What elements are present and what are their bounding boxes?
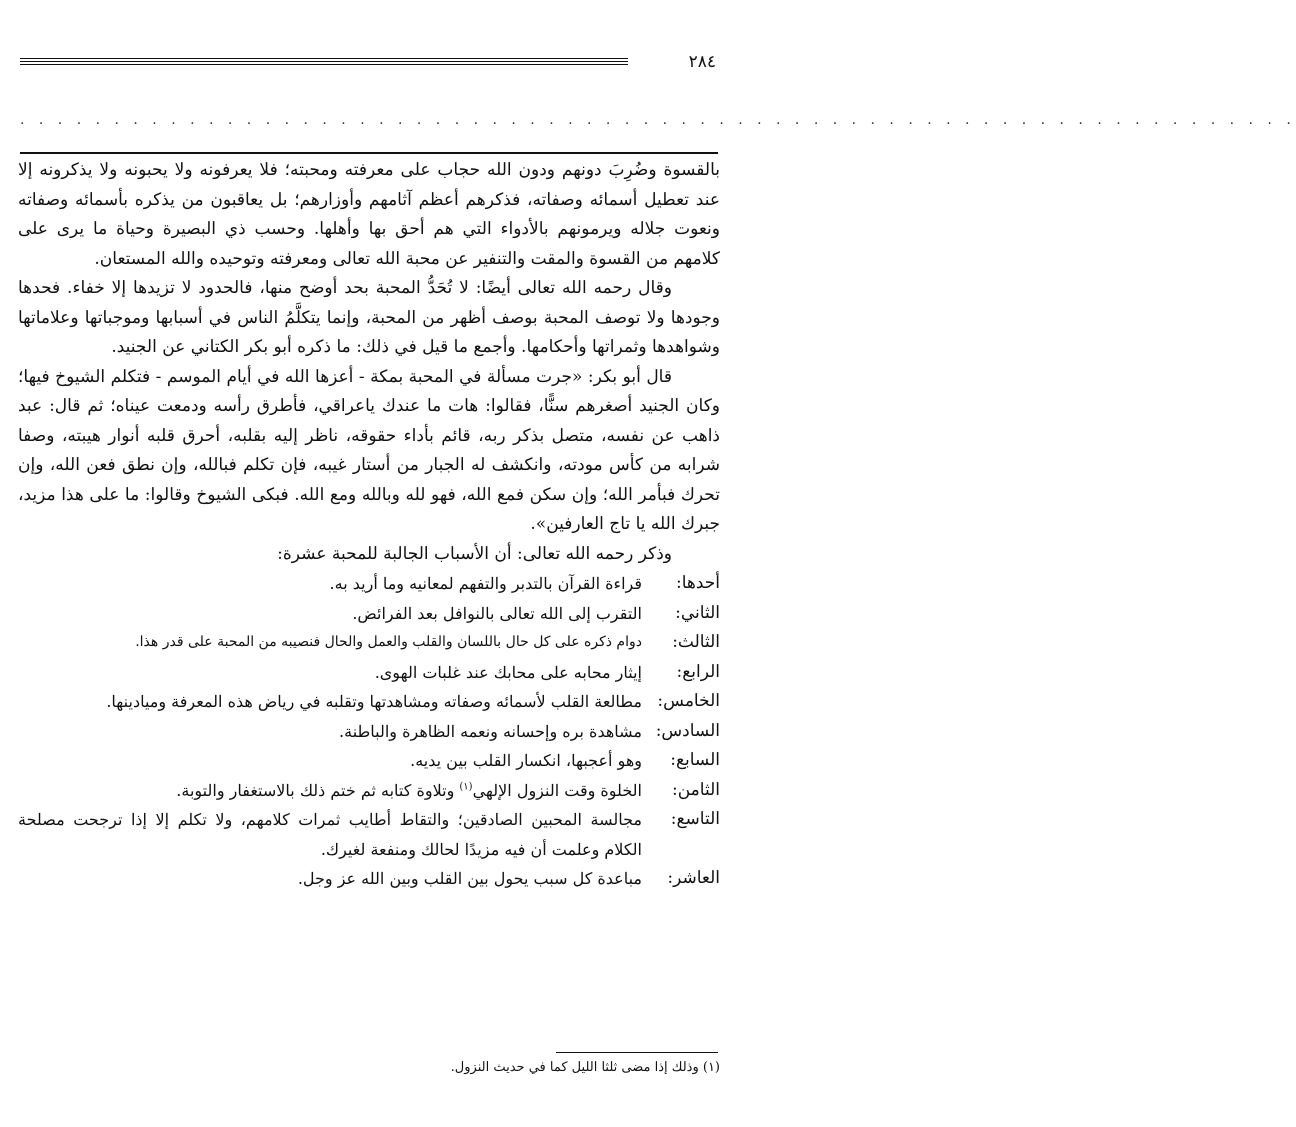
page-number: ٢٨٤	[688, 52, 716, 72]
reason-text: دوام ذكره على كل حال باللسان والقلب والعمل والحال فنصيبه من المحبة على قدر هذا.	[135, 634, 642, 650]
reason-label: الثامن:	[672, 779, 720, 800]
list-item	[18, 776, 720, 806]
reason-label: الخامس:	[657, 691, 720, 711]
reason-text: قراءة القرآن بالتدبر والتفهم لمعانيه وما أريد به.	[329, 574, 642, 593]
reason-text: وهو أعجبها، انكسار القلب بين يديه.	[410, 751, 642, 770]
reason-text: مشاهدة بره وإحسانه ونعمه الظاهرة والباطنة.	[339, 721, 642, 741]
footnote-rule	[556, 1052, 718, 1053]
footnote: (١) وذلك إذا مضى ثلثا الليل كما في حديث النزول.	[450, 1060, 720, 1075]
list-item	[18, 569, 720, 599]
reason-text-part: وتلاوة كتابه ثم ختم ذلك بالاستغفار والتوبة.	[176, 780, 460, 800]
reason-label: الثاني:	[675, 602, 720, 623]
list-item	[18, 599, 720, 629]
reason-label: الرابع:	[676, 661, 720, 682]
section-divider	[20, 152, 718, 154]
reason-text: التقرب إلى الله تعالى بالنوافل بعد الفرائض.	[352, 603, 642, 623]
reason-label: السابع:	[670, 750, 720, 770]
list-item	[18, 687, 720, 717]
list-item	[18, 658, 720, 688]
header-rule	[20, 58, 628, 59]
list-item	[18, 805, 720, 864]
reason-label: التاسع:	[670, 809, 720, 829]
list-item	[18, 628, 720, 658]
page-header	[20, 52, 716, 72]
reason-text	[18, 776, 642, 806]
paragraph: بالقسوة وضُرِبَ دونهم ودون الله حجاب على معرفته ومحبته؛ فلا يعرفونه ولا يحبونه ولا يذكرونه إلا عند تعطيل أسمائه وصفاته، فذكرهم أعظم آثامهم وأوزارهم؛ بل يعاقبون من يذكره بأسمائه وصفاته ونعوت جلاله ويرمونهم بالأدواء التي هم أحق بها وأهلها. وحسب ذي البصيرة وحياة ما يرى على كلامهم من القسوة والمقت والتنفير عن محبة الله تعالى ومعرفته وتوحيده والله المستعان.	[18, 160, 720, 269]
reason-label: أحدها:	[675, 573, 720, 593]
header-rule	[20, 64, 628, 65]
reason-label: الثالث:	[672, 632, 720, 652]
reason-text: مباعدة كل سبب يحول بين القلب وبين الله عز وجل.	[297, 869, 642, 888]
reason-text: مطالعة القلب لأسمائه وصفاته ومشاهدتها وتقلبه في رياض هذه المعرفة وميادينها.	[106, 692, 642, 711]
reason-text: إيثار محابه على محابك عند غلبات الهوى.	[374, 662, 642, 682]
page-body	[18, 156, 720, 894]
reason-text: مجالسة المحبين الصادقين؛ والتقاط أطايب ثمرات كلامهم، ولا تكلم إلا إذا ترجحت مصلحة الكلام وعلمت أن فيه مزيدًا لحالك ومنفعة لغيرك.	[18, 810, 642, 859]
dotted-line: . . . . . . . . . . . . . . . . . . . . . . . . . . . . . . . . . . . . . . . . . . . . . . . . . . . . . . . . . . . . . . . . . . . .	[20, 112, 1296, 128]
paragraph: وذكر رحمه الله تعالى: أن الأسباب الجالبة للمحبة عشرة:	[277, 543, 672, 564]
reasons-list	[18, 569, 720, 894]
header-rule	[20, 61, 628, 62]
paragraph: وقال رحمه الله تعالى أيضًا: لا تُحَدُّ المحبة بحد أوضح منها، فالحدود لا تزيدها إلا خفاء. فحدها وجودها ولا توصف المحبة بوصف أظهر من المحبة، وإنما يتكلَّمُ الناس في أسبابها وموجباتها وعلاماتها وشواهدها وثمراتها وأحكامها. وأجمع ما قيل في ذلك: ما ذكره أبو بكر الكتاني عن الجنيد.	[18, 278, 720, 357]
paragraph: قال أبو بكر: «جرت مسألة في المحبة بمكة - أعزها الله في أيام الموسم - فتكلم الشيوخ فيها؛ وكان الجنيد أصغرهم سنًّا، فقالوا: هات ما عندك ياعراقي، فأطرق رأسه ودمعت عيناه؛ ثم قال: عبد ذاهب عن نفسه، متصل بذكر ربه، قائم بأداء حقوقه، ناظر إليه بقلبه، أحرق قلبه أنوار هيبته، وصفا شرابه من كأس مودته، وانكشف له الجبار من أستار غيبه، فإن تكلم فبالله، وإن نطق فعن الله، وإن تحرك فبأمر الله؛ وإن سكن فمع الله، فهو لله وبالله ومع الله. فبكى الشيوخ وقالوا: ما على هذا مزيد، جبرك الله يا تاج العارفين».	[18, 366, 720, 534]
list-item	[18, 717, 720, 747]
footnote-reference[interactable]: (١)	[459, 781, 473, 793]
reason-label: العاشر:	[667, 868, 720, 888]
reason-label: السادس:	[655, 720, 720, 741]
list-item	[18, 746, 720, 776]
reason-text-part: الخلوة وقت النزول الإلهي	[472, 780, 642, 800]
list-item	[18, 864, 720, 894]
